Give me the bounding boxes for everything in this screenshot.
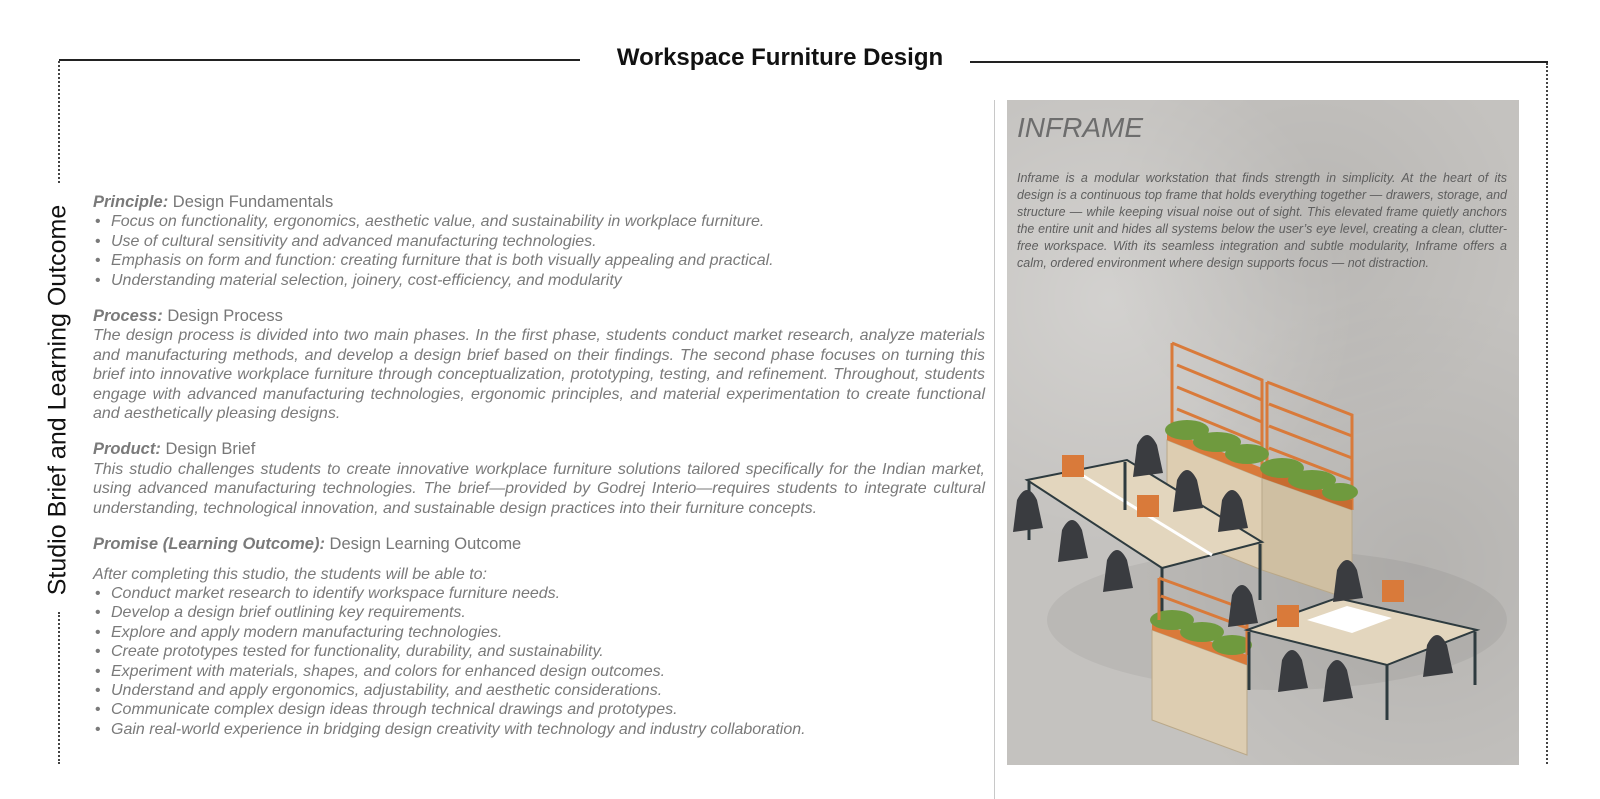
list-item: • Develop a design brief outlining key requirements. <box>93 603 985 622</box>
promise-title: Design Learning Outcome <box>329 535 522 554</box>
brief-content <box>93 193 985 756</box>
promise-label: Promise (Learning Outcome): <box>93 535 325 554</box>
list-item: • Conduct market research to identify workspace furniture needs. <box>93 584 985 603</box>
product-label: Product: <box>93 440 161 459</box>
process-text: The design process is divided into two main phases. In the first phase, students conduct market research, analyze materials and manufacturing methods, and develop a design brief based on their findings. The second phase focuses on turning this brief into innovative workplace furniture through conceptualization, prototyping, testing, and refinement. Throughout, students engage with advanced manufacturing technologies, ergonomic principles, and material experimentation to create functional and aesthetically pleasing designs. <box>93 327 985 423</box>
left-dotted-border-top <box>58 61 60 183</box>
list-item: • Focus on functionality, ergonomics, aesthetic value, and sustainability in workplace furniture. <box>93 212 985 231</box>
product-text: This studio challenges students to create innovative workplace furniture solutions tailored specifically for the Indian market, using advanced manufacturing technologies. The brief—provided by Godrej Interio—requires students to integrate cultural understanding, technological innovation, and sustainable design practices into their furniture concepts. <box>93 460 985 517</box>
title-rule-right <box>970 61 1548 63</box>
list-item: • Create prototypes tested for functionality, durability, and sustainability. <box>93 642 985 661</box>
product-title: Design Brief <box>165 440 256 459</box>
inframe-panel <box>1007 100 1519 765</box>
list-item: • Emphasis on form and function: creating furniture that is both visually appealing and practical. <box>93 251 985 270</box>
process-label: Process: <box>93 307 163 326</box>
promise-heading <box>93 535 985 554</box>
promise-lead: After completing this studio, the students will be able to: <box>93 565 487 583</box>
process-title: Design Process <box>167 307 283 326</box>
column-divider <box>994 100 995 799</box>
right-dotted-border <box>1546 63 1548 764</box>
process-heading <box>93 307 985 326</box>
principle-label: Principle: <box>93 193 169 211</box>
principle-title: Design Fundamentals <box>172 193 334 211</box>
process-section <box>93 307 985 423</box>
left-dotted-border-bottom <box>58 612 60 764</box>
promise-section <box>93 535 985 739</box>
list-item: • Communicate complex design ideas through technical drawings and prototypes. <box>93 700 985 719</box>
panel-title: INFRAME <box>1017 112 1143 143</box>
list-item: • Gain real-world experience in bridging design creativity with technology and industry collaboration. <box>93 720 985 739</box>
principle-section <box>93 193 985 290</box>
page-title: Workspace Furniture Design <box>616 44 944 71</box>
promise-list <box>93 584 985 739</box>
list-item: • Explore and apply modern manufacturing technologies. <box>93 623 985 642</box>
product-heading <box>93 440 985 459</box>
list-item: • Experiment with materials, shapes, and colors for enhanced design outcomes. <box>93 662 985 681</box>
product-section <box>93 440 985 518</box>
principle-list <box>93 212 985 290</box>
side-title: Studio Brief and Learning Outcome <box>43 204 72 596</box>
panel-description: Inframe is a modular workstation that finds strength in simplicity. At the heart of its design is a continuous top frame that holds everything together — drawers, storage, and structure — while keeping visual noise out of sight. This elevated frame quietly anchors the entire unit and hides all systems below the user’s eye level, creating a clean, clutter-free workspace. With its seamless integration and subtle modularity, Inframe offers a calm, ordered environment where design supports focus — not distraction. <box>1017 171 1507 270</box>
list-item: • Understanding material selection, joinery, cost-efficiency, and modularity <box>93 271 985 290</box>
list-item: • Use of cultural sensitivity and advanced manufacturing technologies. <box>93 232 985 251</box>
principle-heading <box>93 193 985 212</box>
list-item: • Understand and apply ergonomics, adjustability, and aesthetic considerations. <box>93 681 985 700</box>
